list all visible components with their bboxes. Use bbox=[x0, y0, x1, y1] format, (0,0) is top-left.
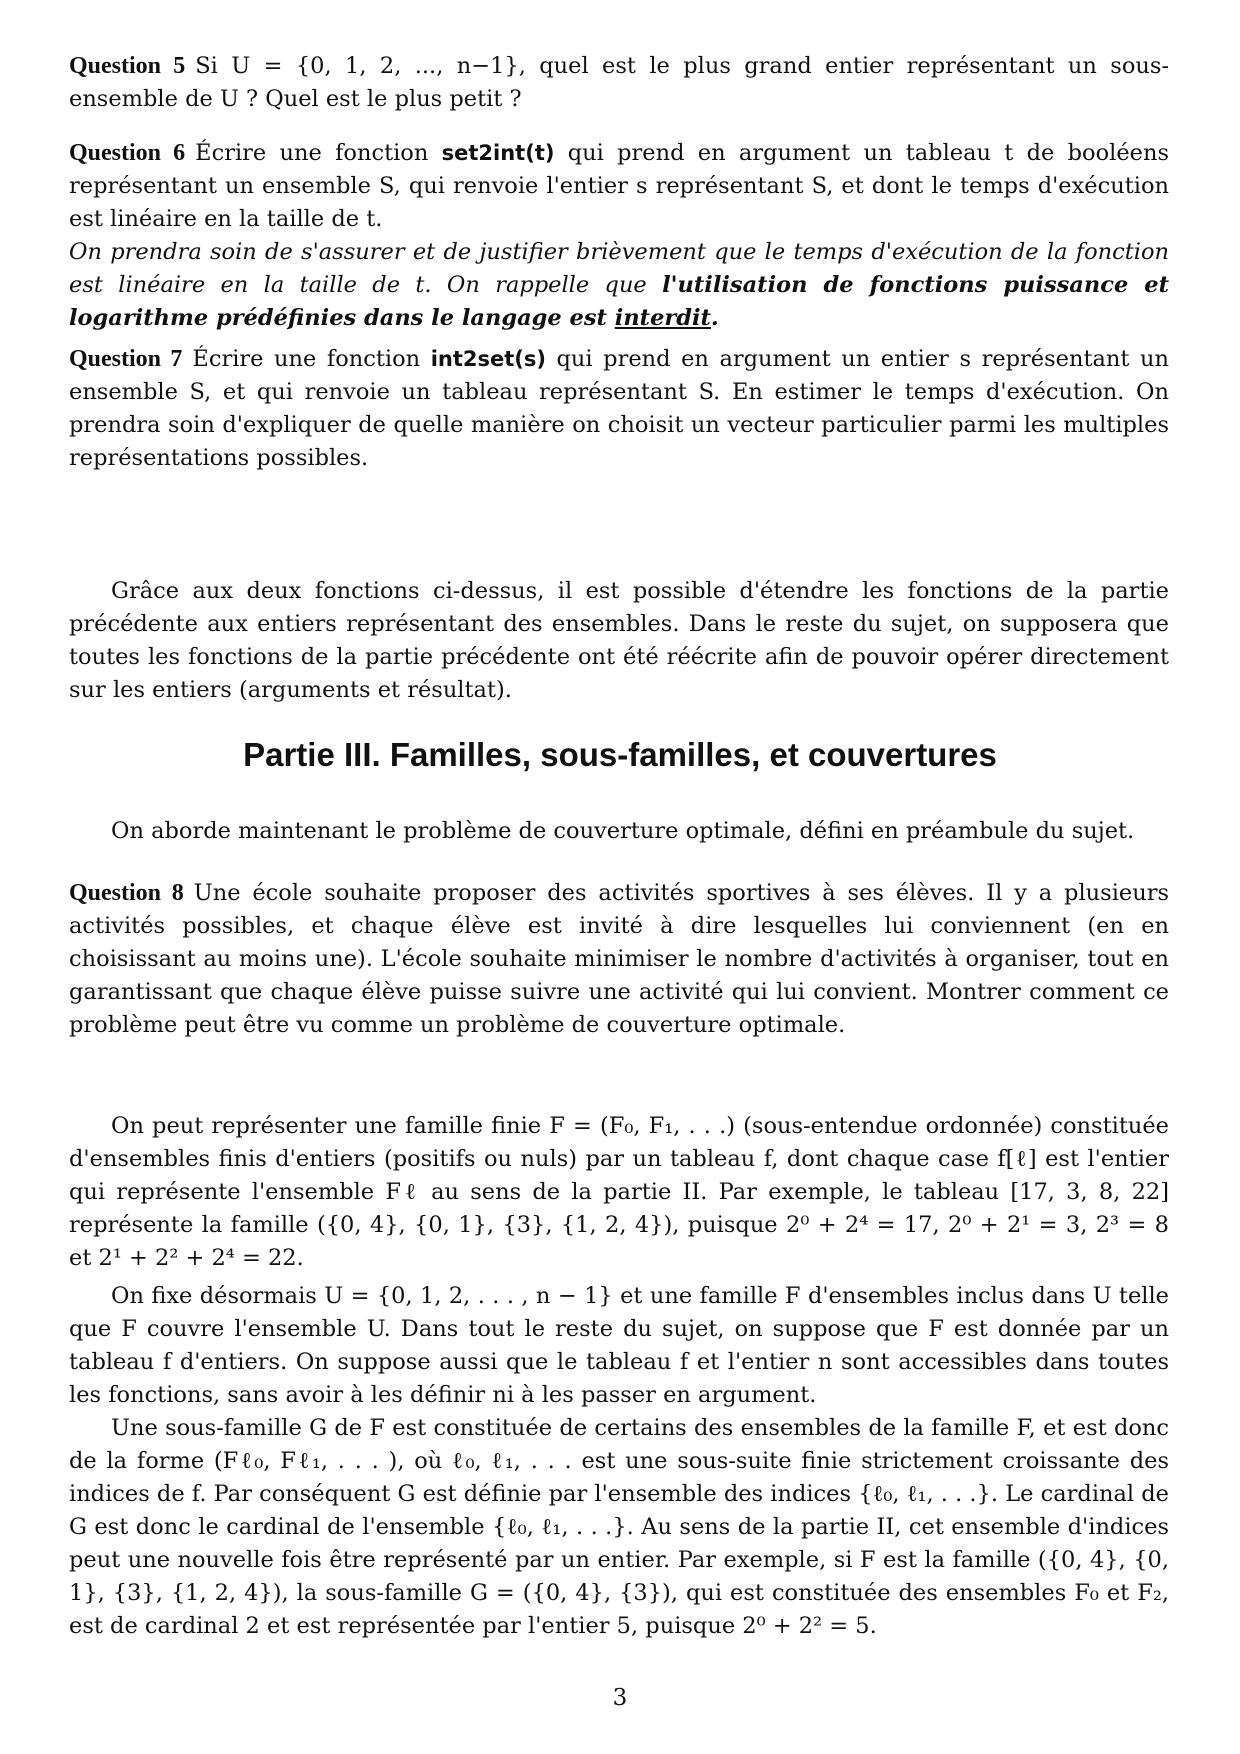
note-emphasis: l'utilisation de fonctions puissance et logarithme prédéfinies dans le langage est bbox=[69, 272, 1169, 331]
question-text: Si U = {0, 1, 2, ..., n−1}, quel est le plus grand entier représentant un sous-ensemble de U ? Quel est le plus petit ? bbox=[69, 53, 1170, 112]
paragraph-text: Une sous-famille G de F est constituée de certains des ensembles de la famille F, et est donc de la forme (Fℓ₀, Fℓ₁, . . . ), où ℓ₀, ℓ₁, . . . est une sous-suite finie strictement croissante des indices de f. Par conséquent G est définie par l'ensemble des indices {ℓ₀, ℓ₁, . . .}. Le cardinal de G est donc le cardinal de l'ensemble {ℓ₀, ℓ₁, . . .}. Au sens de la partie II, cet ensemble d'indices peut une nouvelle fois être représenté par un entier. Par exemple, si F est la famille ({0, 4}, {0, 1}, {3}, {1, 2, 4}), la sous-famille G = ({0, 4}, {3}), qui est constituée des ensembles F₀ et F₂, est de cardinal 2 et est représentée par l'entier 5, puisque 2⁰ + 2² = 5. bbox=[69, 1415, 1169, 1639]
question-6 bbox=[69, 137, 1169, 335]
question-text: Une école souhaite proposer des activités sportives à ses élèves. Il y a plusieurs activités possibles, et chaque élève est invité à dire lesquelles lui conviennent (en en choisissant au moins une). L'école souhaite minimiser le nombre d'activités à organiser, tout en garantissant que chaque élève puisse suivre une activité qui lui convient. Montrer comment ce problème peut être vu comme un problème de couverture optimale. bbox=[69, 880, 1170, 1038]
note-text: On prendra soin de s'assurer et de justifier brièvement que le temps d'exécution de la fonction est linéaire en la taille de t. On rappelle que bbox=[69, 239, 1169, 298]
question-8 bbox=[69, 877, 1169, 1042]
paragraph-family bbox=[69, 1110, 1169, 1275]
paragraph-text: On peut représenter une famille finie F = (F₀, F₁, . . .) (sous-entendue ordonnée) constituée d'ensembles finis d'entiers (positifs ou nuls) par un tableau f, dont chaque case f[ℓ] est l'entier qui représente l'ensemble Fℓ au sens de la partie II. Par exemple, le tableau [17, 3, 8, 22] représente la famille ({0, 4}, {0, 1}, {3}, {1, 2, 4}), puisque 2⁰ + 2⁴ = 17, 2⁰ + 2¹ = 3, 2³ = 8 et 2¹ + 2² + 2⁴ = 22. bbox=[69, 1113, 1169, 1271]
function-name: set2int(t) bbox=[441, 141, 555, 165]
paragraph-grace bbox=[69, 575, 1169, 707]
paragraph-text: On fixe désormais U = {0, 1, 2, . . . , n − 1} et une famille F d'ensembles inclus dans U telle que F couvre l'ensemble U. Dans tout le reste du sujet, on suppose que F est donnée par un tableau f d'entiers. On suppose aussi que le tableau f et l'entier n sont accessibles dans toutes les fonctions, sans avoir à les définir ni à les passer en argument. bbox=[69, 1283, 1169, 1408]
paragraph-sous-famille bbox=[69, 1412, 1169, 1643]
question-text: qui prend en argument un tableau t de booléens représentant un ensemble S, qui renvoie l'entier s représentant S, et dont le temps d'exécution est linéaire en la taille de t. bbox=[69, 140, 1170, 232]
question-label: Question 8 bbox=[69, 880, 184, 906]
question-label: Question 5 bbox=[69, 53, 186, 79]
question-label: Question 7 bbox=[69, 346, 183, 372]
paragraph-text: On aborde maintenant le problème de couverture optimale, défini en préambule du sujet. bbox=[111, 818, 1135, 844]
function-name: int2set(s) bbox=[430, 347, 546, 371]
question-note bbox=[69, 236, 1169, 335]
paragraph-text: Grâce aux deux fonctions ci-dessus, il est possible d'étendre les fonctions de la partie précédente aux entiers représentant des ensembles. Dans le reste du sujet, on supposera que toutes les fonctions de la partie précédente ont été réécrite afin de pouvoir opérer directement sur les entiers (arguments et résultat). bbox=[69, 578, 1169, 703]
paragraph-intro bbox=[69, 815, 1169, 848]
question-text: Écrire une fonction bbox=[192, 346, 431, 372]
question-label: Question 6 bbox=[69, 140, 186, 166]
note-underlined: interdit bbox=[614, 305, 711, 331]
question-text: qui prend en argument un entier s représentant un ensemble S, et qui renvoie un tableau représentant S. En estimer le temps d'exécution. On prendra soin d'expliquer de quelle manière on choisit un vecteur particulier parmi les multiples représentations possibles. bbox=[69, 346, 1169, 471]
question-7 bbox=[69, 343, 1169, 475]
paragraph-fixe bbox=[69, 1280, 1169, 1412]
question-5 bbox=[69, 50, 1169, 116]
page-number: 3 bbox=[612, 1685, 628, 1711]
note-end: . bbox=[710, 305, 719, 331]
question-text: Écrire une fonction bbox=[195, 140, 442, 166]
section-title: Partie III. Familles, sous-familles, et couvertures bbox=[243, 736, 997, 773]
